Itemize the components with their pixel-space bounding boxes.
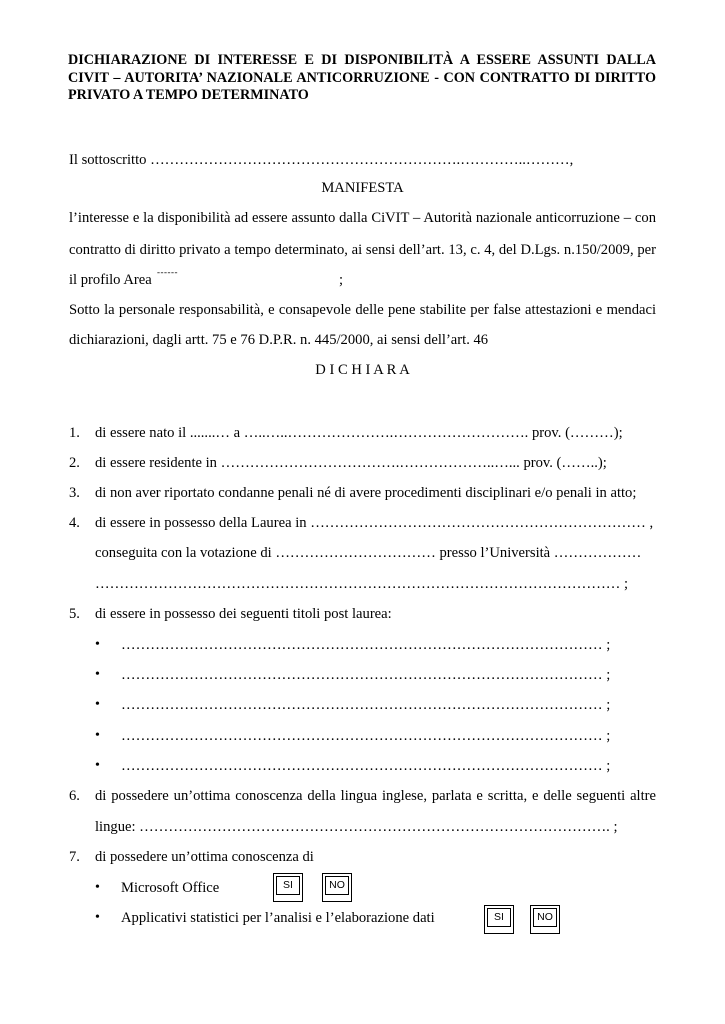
bullet-icon: • xyxy=(95,728,100,743)
item-1-text: di essere nato il .......… a …..…..………………….………………………. prov. (………); xyxy=(95,425,623,441)
item-4-universita: ……………………………………………………………………………………………… ; xyxy=(95,576,629,592)
item-number-1: 1. xyxy=(69,425,80,441)
item-5-text: di essere in possesso dei seguenti titoli post laurea: xyxy=(95,606,392,622)
profilo-area-field[interactable]: ------ xyxy=(157,267,178,277)
sottoscritto-line: Il sottoscritto ……………………………………………………….…………..………, xyxy=(69,152,574,168)
post-laurea-line-5: ……………………………………………………………………………………… ; xyxy=(121,758,611,774)
item-2-text: di essere residente in ……………………………….………………..…... prov. (……..); xyxy=(95,455,607,471)
microsoft-office-no-checkbox[interactable] xyxy=(322,873,352,902)
item-6-text: di possedere un’ottima conoscenza della lingua inglese, parlata e scritta, e delle seguenti altre xyxy=(95,788,656,804)
si-label: SI xyxy=(276,876,300,895)
post-laurea-line-4: ……………………………………………………………………………………… ; xyxy=(121,728,611,744)
manifesta-heading: MANIFESTA xyxy=(321,180,404,196)
item-number-2: 2. xyxy=(69,455,80,471)
bullet-icon: • xyxy=(95,697,100,712)
item-number-6: 6. xyxy=(69,788,80,804)
intro-line-1: l’interesse e la disponibilità ad essere assunto dalla CiVIT – Autorità nazionale anticorruzione – con xyxy=(69,210,656,226)
no-label: NO xyxy=(533,908,557,927)
si-label: SI xyxy=(487,908,511,927)
bullet-icon: • xyxy=(95,667,100,682)
item-4-laurea: di essere in possesso della Laurea in …………………………………………………………… , xyxy=(95,515,654,531)
option-microsoft-office: Microsoft Office xyxy=(121,880,220,896)
bullet-icon: • xyxy=(95,637,100,652)
applicativi-si-checkbox[interactable] xyxy=(484,905,514,934)
intro-line-4: Sotto la personale responsabilità, e consapevole delle pene stabilite per false attestazioni e mendaci xyxy=(69,302,656,318)
dichiara-heading: D I C H I A R A xyxy=(315,362,410,378)
item-7-text: di possedere un’ottima conoscenza di xyxy=(95,849,314,865)
no-label: NO xyxy=(325,876,349,895)
intro-line-5: dichiarazioni, dagli artt. 75 e 76 D.P.R. n. 445/2000, ai sensi dell’art. 46 xyxy=(69,332,489,348)
item-6-lingue: lingue: ……………………………………………………………………………………. ; xyxy=(95,819,618,835)
post-laurea-line-2: ……………………………………………………………………………………… ; xyxy=(121,667,611,683)
item-number-4: 4. xyxy=(69,515,80,531)
bullet-icon: • xyxy=(95,880,100,895)
microsoft-office-si-checkbox[interactable] xyxy=(273,873,303,902)
profilo-area-end: ; xyxy=(339,272,344,288)
item-number-5: 5. xyxy=(69,606,80,622)
post-laurea-line-1: ……………………………………………………………………………………… ; xyxy=(121,637,611,653)
document-title: DICHIARAZIONE DI INTERESSE E DI DISPONIBILITÀ A ESSERE ASSUNTI DALLA CIVIT – AUTORITA’ NAZIONALE ANTICORRUZIONE - CON CONTRATTO DI DIRITTO PRIVATO A TEMPO DETERMINATO xyxy=(68,52,656,103)
intro-line-2: contratto di diritto privato a tempo determinato, ai sensi dell’art. 13, c. 4, del D.Lgs. n.150/2009, per xyxy=(69,242,656,258)
item-3-text: di non aver riportato condanne penali né di avere procedimenti disciplinari e/o penali in atto; xyxy=(95,485,637,501)
profilo-area-label: il profilo Area xyxy=(69,272,152,288)
item-number-3: 3. xyxy=(69,485,80,501)
bullet-icon: • xyxy=(95,910,100,925)
item-number-7: 7. xyxy=(69,849,80,865)
option-applicativi-statistici: Applicativi statistici per l’analisi e l’elaborazione dati xyxy=(121,910,435,926)
bullet-icon: • xyxy=(95,758,100,773)
item-4-votazione: conseguita con la votazione di …………………………… presso l’Università ……………… xyxy=(95,545,642,561)
post-laurea-line-3: ……………………………………………………………………………………… ; xyxy=(121,697,611,713)
applicativi-no-checkbox[interactable] xyxy=(530,905,560,934)
